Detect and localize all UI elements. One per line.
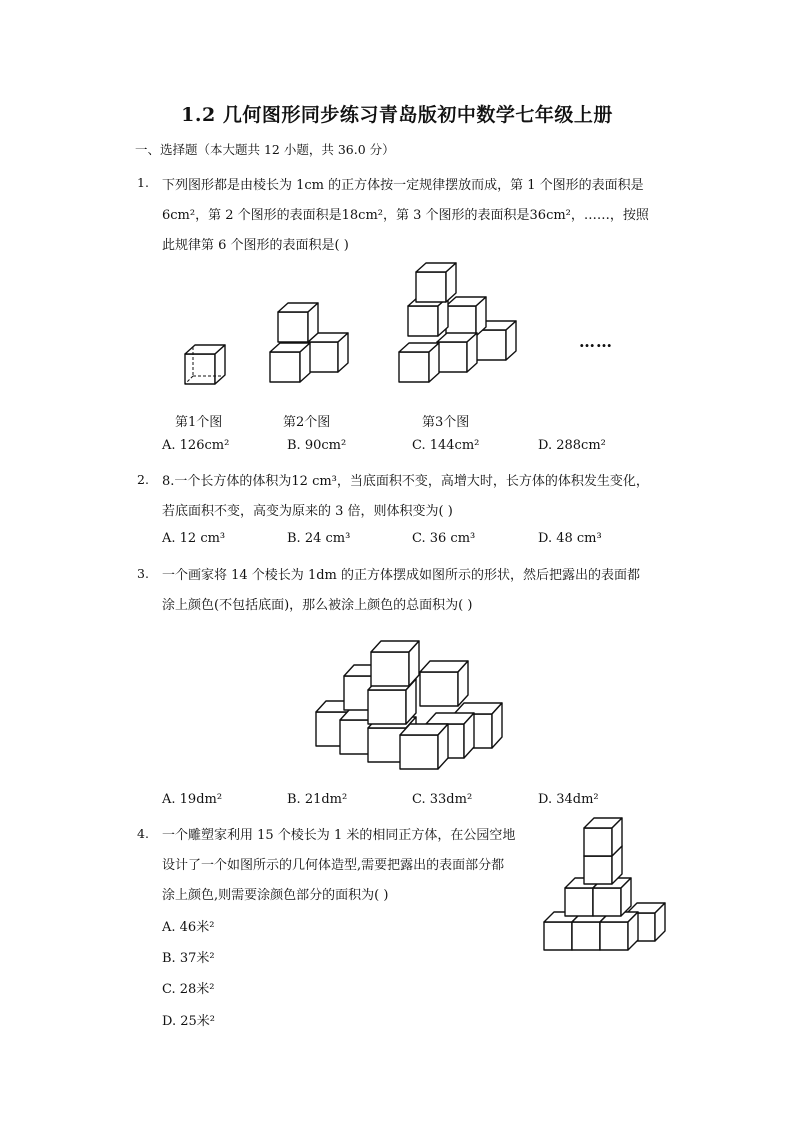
question-1-option-c[interactable]: C. 144cm² — [412, 438, 480, 453]
question-3-number: 3. — [137, 566, 149, 581]
figure-2-cubes — [270, 303, 348, 382]
section-heading: 一、选择题（本大题共 12 小题，共 36.0 分） — [135, 142, 395, 157]
question-2-option-d[interactable]: D. 48 cm³ — [538, 531, 602, 546]
question-4-option-a[interactable]: A. 46米² — [162, 920, 215, 935]
question-1-ellipsis: …… — [579, 332, 613, 351]
question-1-line-2: 6cm²，第 2 个图形的表面积是18cm²，第 3 个图形的表面积是36cm²，……，按照 — [162, 208, 649, 223]
question-3-option-a[interactable]: A. 19dm² — [162, 792, 223, 807]
figure-3-caption: 第3个图 — [422, 415, 470, 430]
figure-2-caption: 第2个图 — [283, 415, 331, 430]
question-1-line-3: 此规律第 6 个图形的表面积是( ) — [162, 238, 349, 253]
question-2-number: 2. — [137, 472, 149, 487]
question-1-line-1: 下列图形都是由棱长为 1cm 的正方体按一定规律摆放而成，第 1 个图形的表面积是 — [162, 178, 644, 193]
question-4-option-c[interactable]: C. 28米² — [162, 982, 215, 997]
figure-1-caption: 第1个图 — [175, 415, 223, 430]
question-2-line-1: 8.一个长方体的体积为12 cm³，当底面积不变，高增大时，长方体的体积发生变化， — [162, 474, 649, 489]
question-1-number: 1. — [137, 175, 149, 190]
figure-1-cube — [185, 345, 225, 384]
question-4-stack — [544, 818, 665, 950]
question-1-option-a[interactable]: A. 126cm² — [162, 438, 230, 453]
question-4-number: 4. — [137, 826, 149, 841]
question-4-line-2: 设计了一个如图所示的几何体造型,需要把露出的表面部分都 — [162, 858, 505, 873]
question-1-option-b[interactable]: B. 90cm² — [287, 438, 347, 453]
question-2-option-c[interactable]: C. 36 cm³ — [412, 531, 476, 546]
question-3-pyramid — [316, 641, 502, 769]
question-3-option-c[interactable]: C. 33dm² — [412, 792, 473, 807]
question-3-line-1: 一个画家将 14 个棱长为 1dm 的正方体摆成如图所示的形状，然后把露出的表面都 — [162, 568, 640, 583]
question-4-option-d[interactable]: D. 25米² — [162, 1014, 215, 1029]
question-3-line-2: 涂上颜色(不包括底面)，那么被涂上颜色的总面积为( ) — [162, 598, 473, 613]
question-1-option-d[interactable]: D. 288cm² — [538, 438, 606, 453]
question-3-option-d[interactable]: D. 34dm² — [538, 792, 599, 807]
question-4-line-3: 涂上颜色,则需要涂颜色部分的面积为( ) — [162, 888, 389, 903]
question-2-option-a[interactable]: A. 12 cm³ — [162, 531, 226, 546]
question-2-option-b[interactable]: B. 24 cm³ — [287, 531, 351, 546]
figure-3-cubes — [399, 263, 516, 382]
question-4-line-1: 一个雕塑家利用 15 个棱长为 1 米的相同正方体，在公园空地 — [162, 828, 516, 843]
question-4-option-b[interactable]: B. 37米² — [162, 951, 215, 966]
question-2-line-2: 若底面积不变，高变为原来的 3 倍，则体积变为( ) — [162, 504, 453, 519]
page-title: 1.2 几何图形同步练习青岛版初中数学七年级上册 — [181, 104, 613, 126]
question-3-option-b[interactable]: B. 21dm² — [287, 792, 348, 807]
